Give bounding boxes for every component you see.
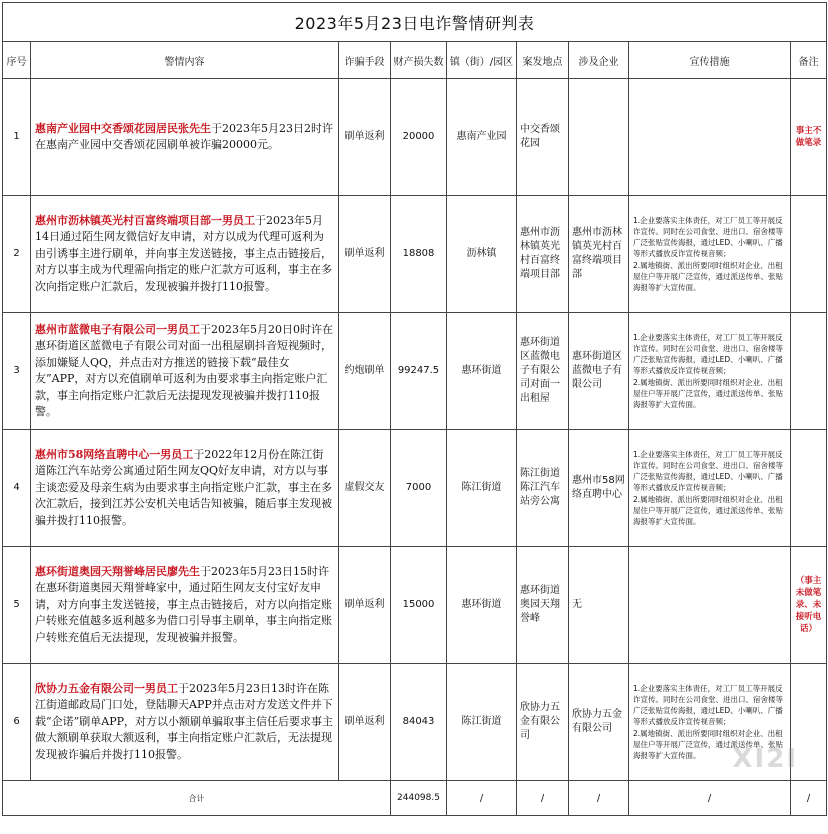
row-number: 2: [3, 196, 31, 313]
incident-place: 中交香颂花园: [517, 79, 569, 196]
property-loss: 99247.5: [391, 313, 447, 430]
fraud-method: 刷单返利: [339, 547, 391, 664]
fraud-method: 刷单返利: [339, 196, 391, 313]
total-row: [3, 781, 827, 816]
incident-place: 惠环街道区蓝微电子有限公司对面一出租屋: [517, 313, 569, 430]
measure-item: 1.企业要落实主体责任，对工厂员工等开展反诈宣传。同时在公司食堂、进出口、宿舍楼等广泛张贴宣传海报，通过LED、小喇叭、广播等形式播放反诈宣传视音频；: [633, 683, 783, 726]
total-slash: /: [629, 781, 791, 816]
row-number: 6: [3, 664, 31, 781]
town-area: 惠环街道: [447, 547, 517, 664]
row-content: [31, 313, 339, 430]
total-slash: /: [569, 781, 629, 816]
publicity-measures: [629, 196, 791, 313]
table-row: [3, 313, 827, 430]
fraud-method: 刷单返利: [339, 79, 391, 196]
reporter-identity: 惠州市沥林镇英光村百富终端项目部一男员工: [35, 213, 255, 227]
row-content: [31, 196, 339, 313]
incident-place: 惠环街道奥园天翔誉峰: [517, 547, 569, 664]
publicity-measures: [629, 79, 791, 196]
fraud-report-table: [2, 2, 827, 816]
measure-item: 2.属地镇街、派出所要同时组织对企业、出租屋住户等开展广泛宣传，通过派送传单、张贴海报等扩大宣传面。: [633, 377, 783, 409]
watermark: XI2I: [732, 744, 798, 774]
row-number: 1: [3, 79, 31, 196]
total-loss: 244098.5: [391, 781, 447, 816]
town-area: 陈江街道: [447, 664, 517, 781]
town-area: 惠环街道: [447, 313, 517, 430]
case-description: 于2023年5月20日0时许在惠环街道区蓝微电子有限公司对面一出租屋刷抖音短视频时，添加嫌疑人QQ，并点击对方推送的链接下载“最佳女友”APP，对方以充值刷单可返利为由要求事主向指定账户汇款，事主向指定账户汇款后无法提现发现被骗并拨打110报警。: [35, 322, 333, 418]
remark: [791, 313, 827, 430]
remark: [791, 430, 827, 547]
measure-item: 2.属地镇街、派出所要同时组织对企业、出租屋住户等开展广泛宣传，通过派送传单、张贴海报等扩大宣传面。: [633, 260, 783, 292]
row-content: [31, 664, 339, 781]
measure-item: 1.企业要落实主体责任，对工厂员工等开展反诈宣传。同时在公司食堂、进出口、宿舍楼等广泛张贴宣传海报，通过LED、小喇叭、广播等形式播放反诈宣传视音频；: [633, 449, 783, 492]
fraud-method: 约炮刷单: [339, 313, 391, 430]
row-number: 4: [3, 430, 31, 547]
table-row: [3, 664, 827, 781]
header-row: [3, 42, 827, 79]
measure-item: 2.属地镇街、派出所要同时组织对企业、出租屋住户等开展广泛宣传，通过派送传单、张贴海报等扩大宣传面。: [633, 494, 783, 526]
property-loss: 15000: [391, 547, 447, 664]
header-company: 涉及企业: [569, 42, 629, 79]
row-content: [31, 79, 339, 196]
header-measures: 宣传措施: [629, 42, 791, 79]
total-slash: /: [791, 781, 827, 816]
reporter-identity: 惠州市蓝微电子有限公司一男员工: [35, 322, 200, 336]
remark: [791, 196, 827, 313]
involved-company: 惠州市沥林镇英光村百富终端项目部: [569, 196, 629, 313]
incident-place: 陈江街道陈江汽车站旁公寓: [517, 430, 569, 547]
incident-place: 欣协力五金有限公司: [517, 664, 569, 781]
remark: （事主未做笔录、未接听电话）: [791, 547, 827, 664]
row-number: 3: [3, 313, 31, 430]
remark: 事主不做笔录: [791, 79, 827, 196]
header-content: 警情内容: [31, 42, 339, 79]
row-content: [31, 430, 339, 547]
town-area: 沥林镇: [447, 196, 517, 313]
incident-place: 惠州市沥林镇英光村百富终端项目部: [517, 196, 569, 313]
case-description: 于2023年5月23日2时许在惠南产业园中交香颂花园刷单被诈骗20000元。: [35, 121, 333, 151]
total-label: 合计: [3, 781, 391, 816]
total-slash: /: [447, 781, 517, 816]
town-area: 陈江街道: [447, 430, 517, 547]
measure-item: 1.企业要落实主体责任，对工厂员工等开展反诈宣传。同时在公司食堂、进出口、宿舍楼等广泛张贴宣传海报，通过LED、小喇叭、广播等形式播放反诈宣传视音频；: [633, 215, 783, 258]
reporter-identity: 惠州市58网络直聘中心一男员工: [35, 447, 194, 461]
total-slash: /: [517, 781, 569, 816]
involved-company: 惠州市58网络直聘中心: [569, 430, 629, 547]
case-description: 于2023年5月23日13时许在陈江街道邮政局门口处，登陆聊天APP并点击对方发送文件并下载“企诺”刷单APP，对方以小额刷单骗取事主信任后要求事主做大额刷单获取大额返利，事主向指定账户汇款后，无法提现发现被诈骗后并拨打110报警。: [35, 681, 333, 761]
property-loss: 7000: [391, 430, 447, 547]
publicity-measures: [629, 430, 791, 547]
table-row: [3, 430, 827, 547]
header-no: 序号: [3, 42, 31, 79]
fraud-method: 虚假交友: [339, 430, 391, 547]
fraud-method: 刷单返利: [339, 664, 391, 781]
measure-item: 2.属地镇街、派出所要同时组织对企业、出租屋住户等开展广泛宣传，通过派送传单、张贴海报等扩大宣传面。: [633, 728, 783, 760]
header-note: 备注: [791, 42, 827, 79]
publicity-measures: [629, 313, 791, 430]
header-method: 诈骗手段: [339, 42, 391, 79]
property-loss: 18808: [391, 196, 447, 313]
header-place: 案发地点: [517, 42, 569, 79]
involved-company: 无: [569, 547, 629, 664]
case-description: 于2022年12月份在陈江街道陈江汽车站旁公寓通过陌生网友QQ好友申请，对方以与事主谈恋爱及母亲生病为由要求事主向指定账户汇款，事主在多次汇款后，接到江苏公安机关电话告知被骗，随后事主发现被骗并拨打110报警。: [35, 447, 332, 527]
property-loss: 84043: [391, 664, 447, 781]
reporter-identity: 欣协力五金有限公司一男员工: [35, 681, 178, 695]
table-row: [3, 547, 827, 664]
involved-company: 欣协力五金有限公司: [569, 664, 629, 781]
case-description: 于2023年5月23日15时许在惠环街道奥园天翔誉峰家中，通过陌生网友支付宝好友申请，对方向事主发送链接，事主点击链接后，对方以向指定账户转账充值越多返利越多为借口引导事主刷单，事主向指定账户转账充值后无法提现，发现被骗并报警。: [35, 564, 332, 644]
measure-item: 1.企业要落实主体责任，对工厂员工等开展反诈宣传。同时在公司食堂、进出口、宿舍楼等广泛张贴宣传海报，通过LED、小喇叭、广播等形式播放反诈宣传视音频；: [633, 332, 783, 375]
property-loss: 20000: [391, 79, 447, 196]
reporter-identity: 惠南产业园中交香颂花园居民张先生: [35, 121, 211, 135]
table-row: [3, 196, 827, 313]
table-row: [3, 79, 827, 196]
publicity-measures: [629, 547, 791, 664]
involved-company: [569, 79, 629, 196]
town-area: 惠南产业园: [447, 79, 517, 196]
header-town: 镇（街）/园区: [447, 42, 517, 79]
case-description: 于2023年5月14日通过陌生网友微信好友申请，对方以成为代理可返利为由引诱事主进行刷单，并向事主发送链接，事主点击链接后，对方以事主成为代理需向指定的账户汇款方可返利，事主在多次向指定账户汇款后，发现被骗并拨打110报警。: [35, 213, 332, 293]
reporter-identity: 惠环街道奥园天翔誉峰居民廖先生: [35, 564, 200, 578]
header-loss: 财产损失数: [391, 42, 447, 79]
involved-company: 惠环街道区蓝微电子有限公司: [569, 313, 629, 430]
row-number: 5: [3, 547, 31, 664]
table-title: 2023年5月23日电诈警情研判表: [3, 3, 827, 42]
row-content: [31, 547, 339, 664]
